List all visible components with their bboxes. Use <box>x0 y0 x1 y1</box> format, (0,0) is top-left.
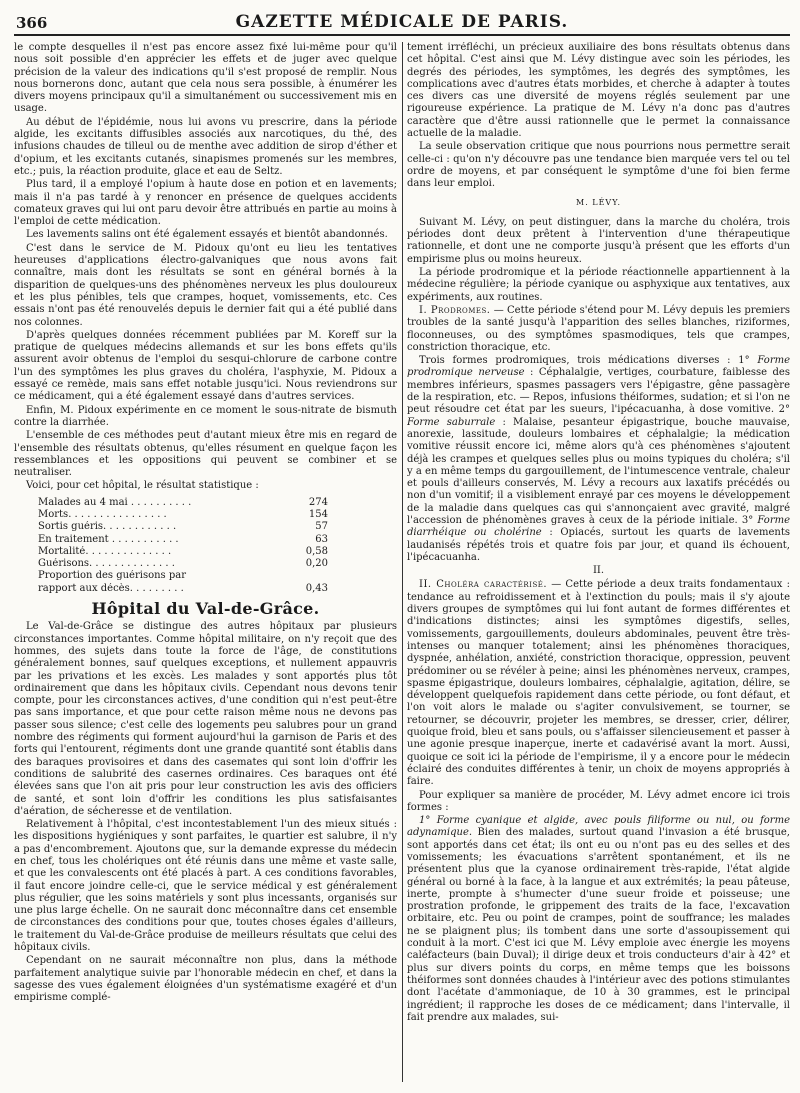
paragraph-text: Trois formes prodromiques, trois médications diverses : 1° <box>419 355 758 367</box>
period-label: II. Choléra caractérisé. <box>419 579 548 591</box>
paragraph-text: : Céphalalgie, vertiges, courbature, faiblesse des membres inférieurs, spasmes passagers vers l'épigastre, gêne passagère de la respiration, etc. — Repos, infusions théiformes, sudation; et si l'on ne peut résoudre cet état par les sueurs, l'ipécacuanha, à dose vomitive. 2° <box>407 367 790 416</box>
stat-value: 274 <box>308 496 328 508</box>
paragraph-text: Bien des malades, surtout quand l'invasion a été brusque, sont apportés dans cet état; ils ont eu ou n'ont pas eu des selles et des vomissements; les évacuations s'arrêtent spontanément, et ils ne présentent plus que la cyanose ordinairement très-rapide, l'état algide général ou borné à la face, à la langue et aux extrémités; la peau pâteuse, inerte, prompte à s'humecter d'une sueur froide et poisseuse; une prostration profonde, le grippement des traits de la face, l'excavation orbitaire, etc. Peu ou point de crampes, point de souffrance; les malades ne se plaignent plus; ils tombent dans une sorte d'assoupissement qui conduit à la mort. C'est ici que M. Lévy emploie avec énergie les moyens caléfacteurs (bain Duval); il dirige deux et trois conducteurs d'air à 42° et plus sur divers points du corps, en même temps que les boissons théiformes sont données chaudes à l'intérieur avec des potions stimulantes dont l'acétate d'ammoniaque, de 10 à 30 grammes, est le principal ingrédient; il rapproche les doses de ce médicament; dans l'intervalle, il fait prendre aux malades, sui- <box>407 827 790 1023</box>
stat-label: En traitement . . . . . . . . . . . <box>38 533 179 545</box>
column-divider <box>402 42 403 1082</box>
stat-label: rapport aux décès. . . . . . . . . <box>38 582 184 594</box>
stat-label: Mortalité. . . . . . . . . . . . . . <box>38 545 172 557</box>
paragraph: Relativement à l'hôpital, c'est incontestablement l'un des mieux situés : les dispositions hygiéniques y sont parfaites, le quartier est salubre, il n'y a pas d'encombrement. Ajoutons que, sur la demande expresse du médecin en chef, tous les cholériques ont été réunis dans une même et vaste salle, et que les convalescents ont été placés à part. A ces conditions favorables, il faut encore joindre celle-ci, que le service médical y est généralement plus régulier, que les soins matériels y sont plus incessants, organisés sur une plus large échelle. On ne saurait donc méconnaître dans cet ensemble de circonstances des conditions pour que, toutes choses égales d'ailleurs, le traitement du Val-de-Grâce produise de meilleurs résultats que celui des hôpitaux civils. <box>14 819 397 954</box>
journal-title: GAZETTE MÉDICALE DE PARIS. <box>235 12 569 32</box>
paragraph: Au début de l'épidémie, nous lui avons vu prescrire, dans la période algide, les excitants diffusibles associés aux narcotiques, du thé, des infusions chaudes de tilleul ou de menthe avec addition de sirop d'éther et d'opium, et les excitants cutanés, sinapismes promenés sur les membres, etc.; puis, la réaction produite, glace et eau de Seltz. <box>14 116 397 177</box>
stat-label: Sortis guéris. . . . . . . . . . . . <box>38 521 177 533</box>
paragraph: tement irréfléchi, un précieux auxiliaire des bons résultats obtenus dans cet hôpital. C'est ainsi que M. Lévy distingue avec soin les périodes, les degrés des périodes, les symptômes, les degrés des symptômes, les complications avec d'autres états morbides, et cherche à adapter à toutes ces divers cas une diversité de moyens réglés seulement par une rigoureuse expérience. La pratique de M. Lévy n'a donc pas d'autres caractère que d'être aussi rationnelle que le permet la connaissance actuelle de la maladie. <box>407 42 790 140</box>
paragraph: Plus tard, il a employé l'opium à haute dose en potion et en lavements; mais il n'a pas tardé à y renoncer en présence de quelques accidents comateux graves qui lui ont paru devoir être attribués en partie au moins à l'emploi de cette médication. <box>14 179 397 228</box>
page-number: 366 <box>16 14 48 32</box>
paragraph-text: — Cette période s'étend pour M. Lévy depuis les premiers troubles de la santé jusqu'à l'apparition des selles blanches, riziformes, floconneuses, ou des symptômes spasmodiques, tels que crampes, constriction thoracique, etc. <box>407 304 790 353</box>
section-signature: M. LÉVY. <box>576 197 621 207</box>
stat-label: Guérisons. . . . . . . . . . . . . . <box>38 558 175 570</box>
columns <box>14 42 790 1082</box>
paragraph <box>407 355 790 564</box>
paragraph: La période prodromique et la période réactionnelle appartiennent à la médecine régulière; la période cyanique ou asphyxique aux tentatives, aux expériments, aux routines. <box>407 267 790 303</box>
stat-row <box>38 521 328 533</box>
paragraph: Cependant on ne saurait méconnaître non plus, dans la méthode parfaitement analytique suivie par l'honorable médecin en chef, et dans la sagesse des vues également éloignées d'un systématisme exagéré et d'un empirisme complé- <box>14 955 397 1004</box>
form-name: Forme prodromique nerveuse <box>407 355 790 379</box>
paragraph: L'ensemble de ces méthodes peut d'autant mieux être mis en regard de l'ensemble des résultats obtenus, qu'elles résument en quelque façon les ressemblances et les oppositions qui peuvent se combiner et se neutraliser. <box>14 430 397 479</box>
paragraph: La seule observation critique que nous pourrions nous permettre serait celle-ci : qu'on n'y découvre pas une tendance bien marquée vers tel ou tel ordre de moyens, et par conséquent le symptôme d'une foi bien ferme dans leur emploi. <box>407 141 790 190</box>
paragraph: Voici, pour cet hôpital, le résultat statistique : <box>26 480 259 492</box>
stat-row <box>38 534 328 546</box>
form-name: Forme diarrhéique ou cholérine <box>407 514 790 539</box>
stat-value <box>288 570 328 582</box>
paragraph: Le Val-de-Grâce se distingue des autres hôpitaux par plusieurs circonstances importantes. Comme hôpital militaire, on n'y reçoit que des hommes, des sujets dans toute la force de l'âge, de constitutions généralement bonnes, sauf quelques exceptions, et nullement appauvris par les privations et les excès. Les malades y sont apportés plus tôt ordinairement que dans les hôpitaux civils. Cependant nous devons tenir compte, pour les circonstances actives, d'une condition qui n'est peut-être pas sans importance, et que pour cette raison même nous ne devons pas passer sous silence; c'est celle des logements peu salubres pour un grand nombre des régiments qui forment aujourd'hui la garnison de Paris et des forts qui l'entourent, régiments dont une grande quantité sont établis dans des baraques provisoires et dans des casemates qui sont loin d'offrir les conditions de salubrité des casernes ordinaires. Ces baraques ont été élevées sans que l'on ait pris pour leur construction les avis des officiers de santé, et sont loin d'offrir les conditions les plus satisfaisantes d'aération, de sécheresse et de ventilation. <box>14 621 397 817</box>
stat-row <box>38 570 328 582</box>
form-name: 1° Forme cyanique et algide, avec pouls filiforme ou nul, ou forme adynamique. <box>407 815 790 839</box>
right-column <box>407 42 790 1082</box>
period-label: I. Prodromes. <box>419 304 491 316</box>
stat-value: 0,43 <box>305 582 328 594</box>
stat-row <box>38 497 328 509</box>
paragraph-text: — Cette période a deux traits fondamentaux : tendance au refroidissement et à l'extinction du pouls; mais il s'y ajoute divers groupes de symptômes qui lui font autant de formes différentes et d'indications distinctes; ainsi les symptômes digestifs, selles, vomissements, gargouillements, douleurs abdominales, peuvent être très-intenses ou manquer totalement; ainsi les phénomènes thoraciques, dyspnée, anhélation, anxiété, constriction thoracique, oppression, peuvent prédominer ou se révéler à peine; ainsi les phénomènes nerveux, crampes, spasme épigastrique, douleurs lombaires, céphalalgie, agitation, délire, se développent quelquefois rapidement dans cette période, ou font défaut, et l'on voit alors le malade ou s'agiter convulsivement, se tourner, se retourner, se découvrir, projeter les membres, se dresser, crier, délirer, quoique froid, bleu et sans pouls, ou s'affaisser silencieusement et passer à une agonie presque inaperçue, inerte et cadavérisé avant la mort. Aussi, quoique ce soit ici la période de l'empirisme, il y a encore pour le médecin éclairé des conduites différentes à tenir, un choix de moyens appropriés à faire. <box>407 579 790 788</box>
paragraph: Suivant M. Lévy, on peut distinguer, dans la marche du choléra, trois périodes dont deux prêtent à l'intervention d'une thérapeutique rationnelle, et dont une ne comporte jusqu'à présent que les efforts d'un empirisme plus ou moins heureux. <box>407 216 790 265</box>
form-name: Forme saburrale <box>407 416 496 428</box>
statistics-table <box>38 497 328 595</box>
paragraph: Enfin, M. Pidoux expérimente en ce moment le sous-nitrate de bismuth contre la diarrhée. <box>14 404 397 428</box>
roman-divider: II. <box>592 565 605 577</box>
page-header <box>14 8 790 36</box>
paragraph <box>407 305 790 354</box>
paragraph <box>407 579 790 788</box>
stat-value: 57 <box>315 521 328 533</box>
stat-value: 154 <box>308 508 328 520</box>
stat-value: 0,58 <box>305 545 328 557</box>
stat-label: Malades au 4 mai . . . . . . . . . . <box>38 496 192 508</box>
paragraph-text: : Malaise, pesanteur épigastrique, bouche mauvaise, anorexie, lassitude, douleurs lombaires et céphalalgie; la médication vomitive réussit encore ici, même alors qu'à ces phénomènes s'ajoutent déjà les crampes et quelques selles plus ou moins typiques du choléra; s'il y a en même temps du gargouillement, de l'intumescence ventrale, chaleur et pouls d'ailleurs conservés, M. Lévy a recours aux laxatifs précédés ou non d'un vomitif; il a visiblement enrayé par ces moyens le développement de la maladie dans quelques cas qui s'annonçaient avec gravité, malgré l'accession de phénomènes graves à ceux de la période initiale. 3° <box>407 416 790 526</box>
paragraph-text: : Opiacés, surtout les quarts de lavements laudanisés répétés trois et quatre fois par jour, et quand ils échouent, l'ipécacuanha. <box>407 527 790 563</box>
newspaper-page <box>14 8 790 1086</box>
left-column <box>14 42 397 1082</box>
paragraph: D'après quelques données récemment publiées par M. Koreff sur la pratique de quelques médecins allemands et sur les bons effets qu'ils assurent avoir obtenus de l'emploi du sesqui-chlorure de carbone contre l'un des symptômes les plus graves du choléra, l'asphyxie, M. Pidoux a essayé ce remède, mais sans effet notable jusqu'ici. Nous reviendrons sur ce médicament, qui a été également essayé dans d'autres services. <box>14 329 397 403</box>
stat-label: Proportion des guérisons par <box>38 570 187 582</box>
section-title: Hôpital du Val-de-Grâce. <box>91 599 320 619</box>
paragraph: Les lavements salins ont été également essayés et bientôt abandonnés. <box>26 229 388 241</box>
stat-value: 63 <box>315 533 328 545</box>
paragraph <box>407 815 790 1024</box>
paragraph: C'est dans le service de M. Pidoux qu'ont eu lieu les tentatives heureuses d'applications électro-galvaniques que nous avons fait connaître, mais dont les résultats se sont en général bornés à la disparition de quelques-uns des phénomènes nerveux les plus douloureux et les plus pénibles, tels que crampes, hoquet, vomissements, etc. Ces essais n'ont pas été renouvelés depuis le dernier fait qui a été publié dans nos colonnes. <box>14 242 397 328</box>
stat-row <box>38 583 328 595</box>
stat-row <box>38 558 328 570</box>
paragraph: Pour expliquer sa manière de procéder, M. Lévy admet encore ici trois formes : <box>407 789 790 813</box>
paragraph: le compte desquelles il n'est pas encore assez fixé lui-même pour qu'il nous soit possible d'en apprécier les effets et de juger avec quelque précision de la valeur des indications qu'il s'est proposé de remplir. Nous nous bornerons donc, autant que cela nous sera possible, à énumérer les divers moyens principaux qu'il a simultanément ou successivement mis en usage. <box>14 42 397 115</box>
stat-row <box>38 546 328 558</box>
stat-row <box>38 509 328 521</box>
stat-label: Morts. . . . . . . . . . . . . . . . <box>38 508 167 520</box>
stat-value: 0,20 <box>305 558 328 570</box>
